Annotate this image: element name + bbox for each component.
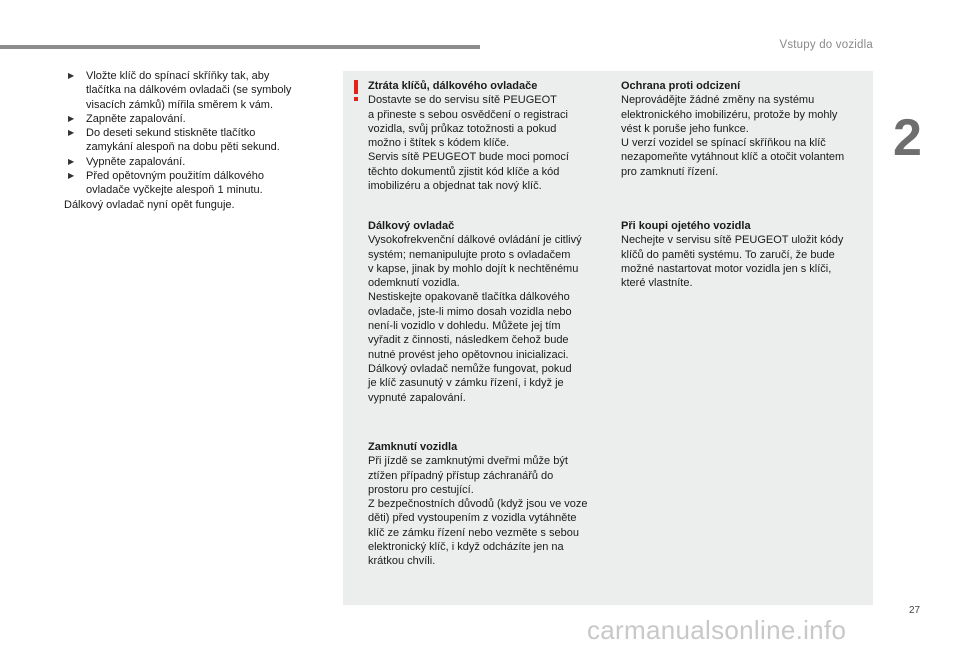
step-item: ▶ Zapněte zapalování. [68, 112, 186, 125]
section-title: Vstupy do vozidla [779, 39, 873, 51]
instructions-column [64, 69, 326, 212]
bullet-arrow-icon: ▶ [68, 156, 75, 166]
page-number: 27 [909, 605, 921, 616]
locking-heading: Zamknutí vozidla [368, 441, 458, 453]
bullet-arrow-icon: ▶ [68, 171, 75, 181]
chapter-number: 2 [893, 109, 922, 167]
step-item: ▶ Do deseti sekund stiskněte tlačítko zamykání alespoň na dobu pěti sekund. [68, 127, 280, 154]
step-item: ▶ Před opětovným použitím dálkového ovladače vyčkejte alespoň 1 minutu. [68, 170, 264, 197]
closing-note: Dálkový ovladač nyní opět funguje. [64, 198, 235, 211]
watermark-text: carmanualsonline.info [587, 615, 847, 645]
warning-exclamation-icon [351, 80, 361, 102]
theft-protection-section: Ochrana proti odcizení Neprovádějte žádné změny na systému elektronického imobilizéru, protože by mohly vést k poruše jeho funkce. U verzí vozidel se spínací skříňkou na klíč nezapomeňte vytáhnout klíč a otočit volantem pro zamknutí řízení. [621, 79, 866, 179]
used-car-section: Při koupi ojetého vozidla Nechejte v servisu sítě PEUGEOT uložit kódy klíčů do paměti systému. To zaručí, že bude možné nastartovat motor vozidla jen s klíči, které vlastníte. [621, 219, 866, 290]
step-item: ▶ Vypněte zapalování. [68, 155, 186, 168]
remote-heading: Dálkový ovladač [368, 220, 455, 232]
bullet-arrow-icon: ▶ [68, 113, 75, 123]
remote-section: Dálkový ovladač Vysokofrekvenční dálkové ovládání je citlivý systém; nemanipulujte proto s ovladačem v kapse, jinak by mohlo dojít k nechtěnému odemknutí vozidla. Nestiskejte opakovaně tlačítka dálkového ovladače, jste-li mimo dosah vozidla nebo není-li vozidlo v dohledu. Můžete jej tím vyřadit z činnosti, následkem čehož bude nutné provést jeho opětovnou inicializaci. Dálkový ovladač nemůže fungovat, pokud je klíč zasunutý v zámku řízení, i když je vypnuté zapalování. [368, 219, 613, 405]
locking-section: Zamknutí vozidla Při jízdě se zamknutými dveřmi může být ztížen případný přístup záchranářů do prostoru pro cestující. Z bezpečnostních důvodů (když jsou ve voze děti) před vystoupením z vozidla vytáhněte klíč ze zámku řízení nebo vezměte s sebou elektronický klíč, i když odcházíte jen na krátkou chvíli. [368, 440, 613, 569]
header-rule [0, 45, 480, 49]
lost-keys-heading: Ztráta klíčů, dálkového ovladače [368, 80, 538, 92]
theft-protection-heading: Ochrana proti odcizení [621, 80, 741, 92]
bullet-arrow-icon: ▶ [68, 128, 75, 138]
used-car-heading: Při koupi ojetého vozidla [621, 220, 751, 232]
lost-keys-section: Ztráta klíčů, dálkového ovladače Dostavte se do servisu sítě PEUGEOT a přineste s sebou osvědčení o registraci vozidla, svůj průkaz totožnosti a pokud možno i štítek s kódem klíče. Servis sítě PEUGEOT bude moci pomocí těchto dokumentů zjistit kód klíče a kód imobilizéru a objednat tak nový klíč. [368, 79, 608, 193]
step-item: ▶ Vložte klíč do spínací skříňky tak, aby tlačítka na dálkovém ovladači (se symboly visacích zámků) mířila směrem k vám. [68, 70, 292, 111]
bullet-arrow-icon: ▶ [68, 71, 75, 80]
